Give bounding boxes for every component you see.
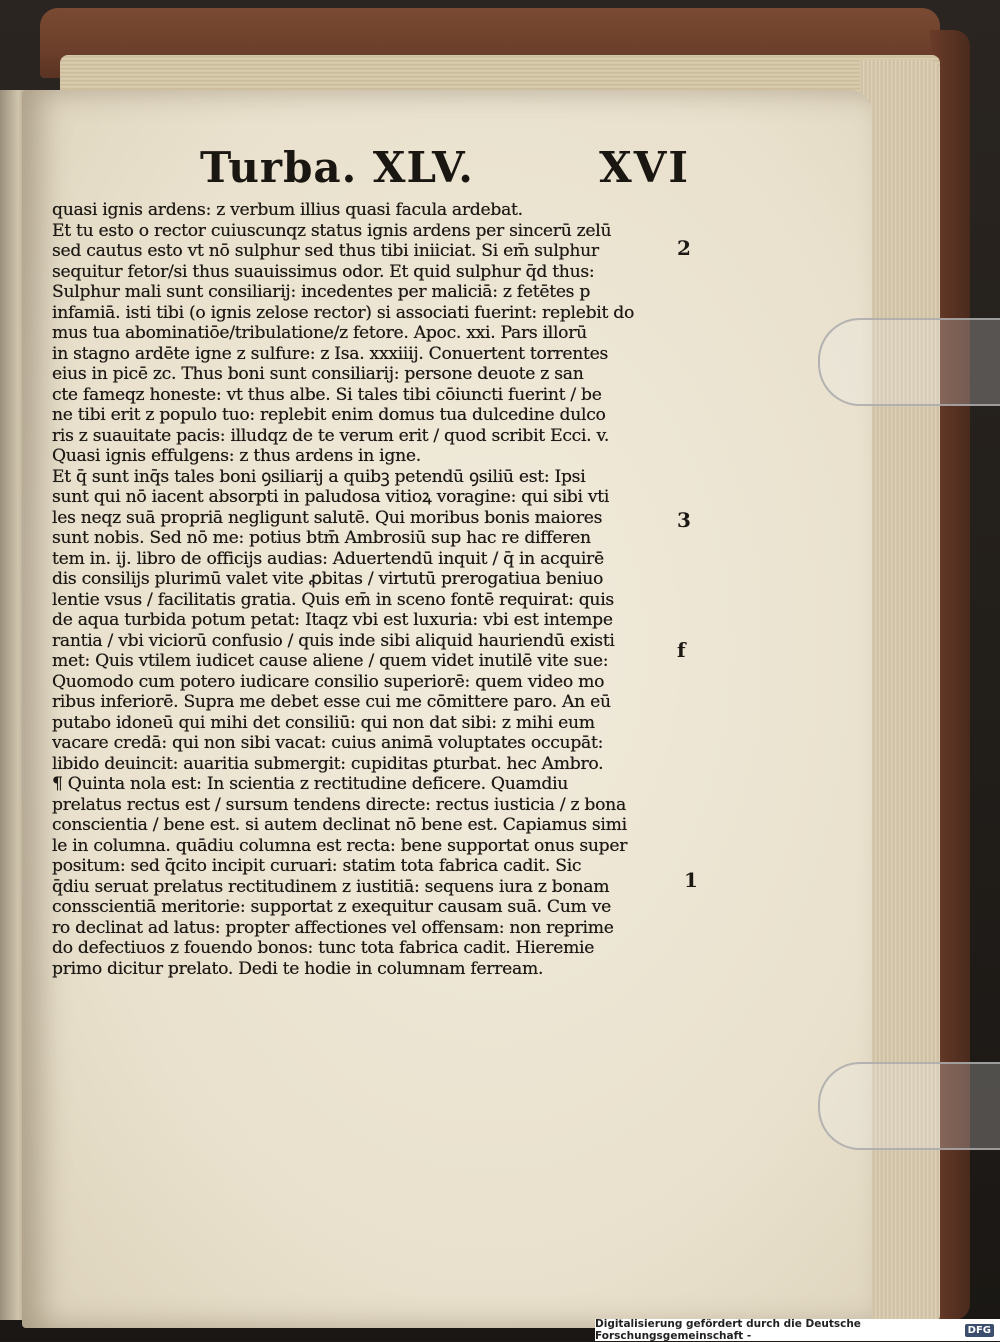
text-line: Quasi ignis effulgens: z thus ardens in igne.	[52, 446, 421, 466]
text-line: de aqua turbida potum petat: Itaqz vbi est luxuria: vbi est intempe	[52, 610, 613, 630]
dfg-logo: DFG	[965, 1324, 994, 1337]
funding-credit: Digitalisierung gefördert durch die Deutsche Forschungsgemeinschaft -	[595, 1318, 861, 1342]
text-line: ro declinat ad latus: propter affectiones vel offensam: non reprime	[52, 917, 614, 938]
running-title: Turba. XLV.	[200, 143, 474, 192]
text-line: mus tua abominatiōe/tribulatione/z fetore. Apoc. xxi. Pars illorū	[52, 323, 587, 343]
text-line: vacare credā: qui non sibi vacat: cuius animā voluptates occupāt:	[52, 733, 604, 753]
margin-note: 1	[684, 868, 698, 892]
footer-bar	[595, 1319, 1000, 1341]
text-line: primo dicitur prelato. Dedi te hodie in columnam ferream.	[52, 958, 544, 979]
text-line: les neqz suā propriā negligunt salutē. Qui moribus bonis maiores	[52, 507, 603, 528]
text-line: eius in picē zc. Thus boni sunt consiliarij: persone deuote z san	[52, 364, 584, 384]
text-line: cte fameqz honeste: vt thus albe. Si tales tibi cōiuncti fuerint / be	[52, 384, 602, 405]
text-line: libido deuincit: auaritia submergit: cupiditas ꝑturbat. hec Ambro.	[52, 753, 604, 774]
text-line: consscientiā meritorie: supportat z exequitur causam suā. Cum ve	[52, 897, 611, 917]
text-line: ribus inferiorē. Supra me debet esse cui me cōmittere paro. An eū	[52, 692, 611, 712]
text-line: tem in. ij. libro de officijs audias: Aduertendū inquit / q̄ in acquirē	[52, 548, 604, 569]
page-header	[200, 143, 690, 203]
text-line: met: Quis vtilem iudicet cause aliene / quem videt inutilē vite sue:	[52, 651, 609, 671]
text-line: do defectiuos z fouendo bonos: tunc tota fabrica cadit. Hieremie	[52, 938, 595, 958]
text-line: putabo idoneū qui mihi det consiliū: qui non dat sibi: z mihi eum	[52, 712, 595, 733]
text-line: Et tu esto o rector cuiuscunqz status ignis ardens per sincerū zelū	[52, 220, 612, 241]
margin-note: 3	[677, 508, 691, 532]
text-block	[52, 200, 662, 979]
page-clip	[818, 318, 1000, 406]
text-line: lentie vsus / facilitatis gratia. Quis em̄ in sceno fontē requirat: quis	[52, 589, 614, 610]
text-line: ¶ Quinta nola est: In scientia z rectitudine deficere. Quamdiu	[52, 774, 569, 794]
text-line: rantia / vbi viciorū confusio / quis inde sibi aliquid hauriendū existi	[52, 630, 615, 651]
text-line: conscientia / bene est. si autem declinat nō bene est. Capiamus simi	[52, 815, 627, 835]
text-line: dis consilijs plurimū valet vite ꝓbitas / virtutū prerogatiua beniuo	[52, 569, 604, 589]
folio-number: XVI	[599, 143, 690, 192]
margin-note: f	[677, 638, 686, 662]
text-line: Et q̄ sunt inq̄s tales boni ꝯsiliarij a quibꝫ petendū ꝯsiliū est: Ipsi	[52, 466, 586, 487]
margin-note: 2	[677, 236, 691, 260]
text-line: q̄diu seruat prelatus rectitudinem z iustitiā: sequens iura z bonam	[52, 876, 610, 897]
text-line: ne tibi erit z populo tuo: replebit enim domus tua dulcedine dulco	[52, 405, 606, 425]
text-line: Quomodo cum potero iudicare consilio superiorē: quem video mo	[52, 671, 605, 692]
text-line: le in columna. quādiu columna est recta: bene supportat onus super	[52, 835, 628, 856]
text-line: sequitur fetor/si thus suauissimus odor. Et quid sulphur q̄d thus:	[52, 261, 595, 282]
page-clip	[818, 1062, 1000, 1150]
text-line: infamiā. isti tibi (o ignis zelose rector) si associati fuerint: replebit do	[52, 302, 635, 323]
text-line: ris z suauitate pacis: illudqz de te verum erit / quod scribit Ecci. v.	[52, 425, 610, 446]
text-line: positum: sed q̄cito incipit curuari: statim tota fabrica cadit. Sic	[52, 856, 582, 876]
text-line: prelatus rectus est / sursum tendens directe: rectus iusticia / z bona	[52, 794, 626, 815]
text-line: sunt qui nō iacent absorpti in paludosa vitioꝝ voragine: qui sibi vti	[52, 487, 610, 507]
text-line: quasi ignis ardens: z verbum illius quasi facula ardebat.	[52, 200, 523, 220]
text-line: sed cautus esto vt nō sulphur sed thus tibi iniiciat. Si em̄ sulphur	[52, 241, 599, 261]
text-line: sunt nobis. Sed nō me: potius btm̄ Ambrosiū sup hac re differen	[52, 528, 591, 548]
text-line: in stagno ardēte igne z sulfure: z Isa. xxxiiij. Conuertent torrentes	[52, 343, 609, 364]
text-line: Sulphur mali sunt consiliarij: incedentes per maliciā: z fetētes p	[52, 282, 591, 302]
